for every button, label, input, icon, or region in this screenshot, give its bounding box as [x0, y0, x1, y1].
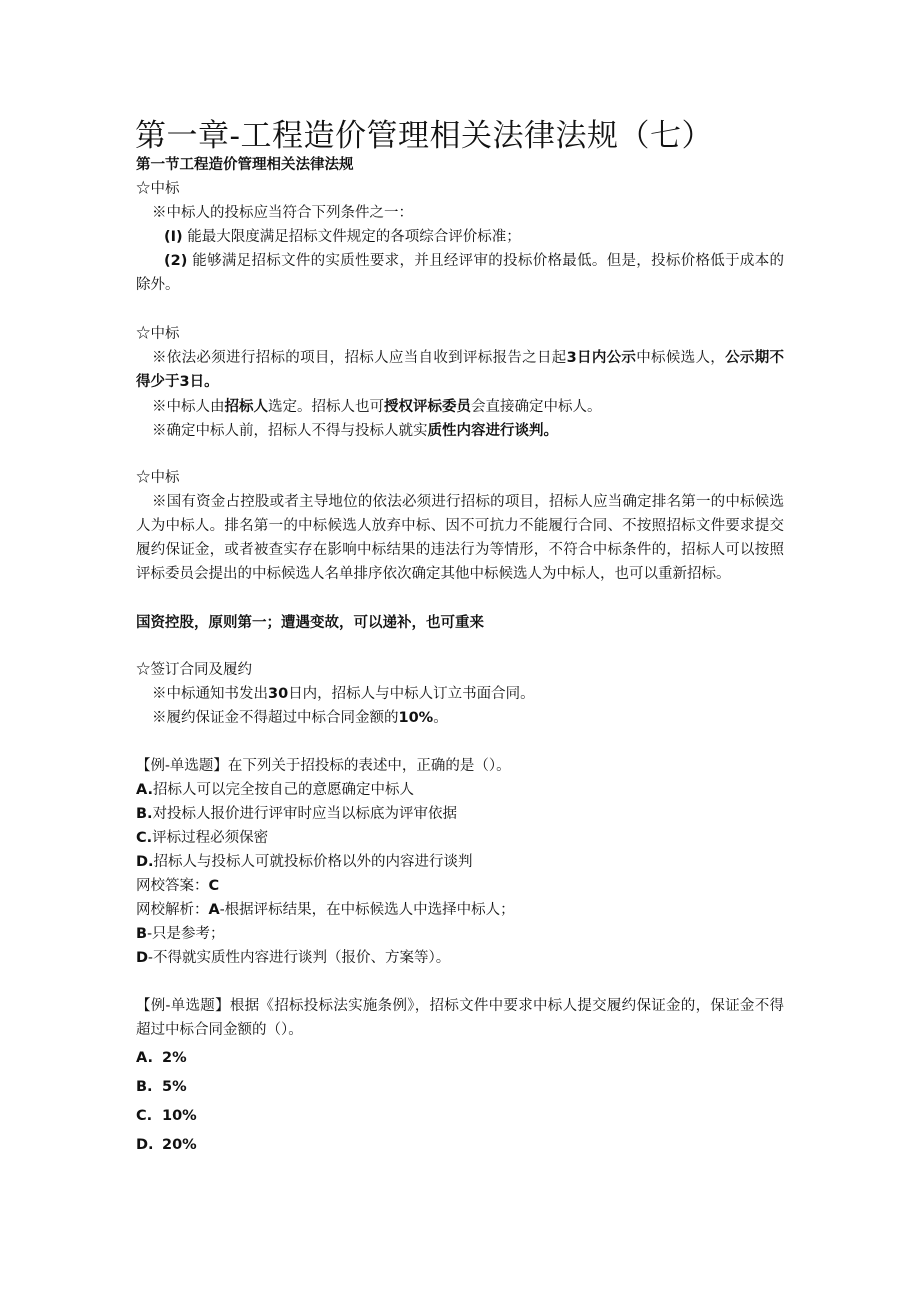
block1-heading: ☆中标 [136, 181, 180, 197]
q1-option-d [136, 850, 786, 874]
q2-option-d-letter: D. [136, 1137, 154, 1153]
q1-analysis-a-text: -根据评标结果，在中标候选人中选择中标人； [219, 902, 515, 918]
q1-option-c [136, 826, 786, 850]
block2-line3 [152, 419, 802, 443]
block4-line2-text1: ※履约保证金不得超过中标合同金额的 [152, 710, 399, 726]
block3-heading: ☆中标 [136, 470, 180, 486]
block2-line1-bold1: 3日内公示 [566, 350, 637, 366]
q2-option-d [136, 1133, 786, 1157]
block1-item2-text: 能够满足招标文件的实质性要求，并且经评审的投标价格最低。但是，投标价格低于成本的除外。 [136, 253, 785, 293]
block1-item1-text: 能最大限度满足招标文件规定的各项综合评价标准； [187, 229, 521, 245]
block2-line2-text2: 选定。招标人也可 [268, 399, 384, 415]
q1-analysis-d [136, 946, 786, 970]
block4-line1-text2: 日内，招标人与中标人订立书面合同。 [288, 686, 535, 702]
block1-item1-num: (I) [164, 229, 183, 245]
q1-analysis-d-letter: D [136, 950, 149, 966]
q1-option-c-text: 评标过程必须保密 [152, 830, 269, 846]
block4-line2-text2: 。 [433, 710, 448, 726]
block3-summary [136, 611, 786, 635]
block2-line2 [152, 395, 802, 419]
block3-summary-text: 国资控股，原则第一；遭遇变故，可以递补，也可重来 [136, 615, 484, 631]
q2-option-a-text: 2% [162, 1050, 187, 1066]
q1-option-a-letter: A. [136, 782, 153, 798]
block2-line3-bold: 质性内容进行谈判。 [427, 423, 558, 439]
q2-option-d-text: 20% [162, 1137, 197, 1153]
q2-option-a [136, 1046, 786, 1070]
block2-line2-bold2: 授权评标委员 [384, 399, 471, 415]
page-title: 第一章-工程造价管理相关法律法规（七） [135, 118, 713, 154]
block2-line2-bold1: 招标人 [224, 399, 268, 415]
q1-option-d-text: 招标人与投标人可就投标价格以外的内容进行谈判 [153, 854, 473, 870]
q2-option-c-text: 10% [162, 1108, 197, 1124]
q1-stem: 【例-单选题】在下列关于招投标的表述中，正确的是（）。 [136, 758, 511, 774]
block2-line2-text1: ※中标人由 [152, 399, 225, 415]
block2-line1-text: ※依法必须进行招标的项目，招标人应当自收到评标报告之日起 [152, 350, 567, 366]
q1-analysis-b-text: -只是参考； [147, 926, 225, 942]
q2-option-b-text: 5% [162, 1079, 187, 1095]
block2-line2-text3: 会直接确定中标人。 [471, 399, 602, 415]
block2-line1 [136, 346, 784, 394]
q1-answer [136, 874, 786, 898]
q1-option-a-text: 招标人可以完全按自己的意愿确定中标人 [153, 782, 414, 798]
q1-analysis-d-text: -不得就实质性内容进行谈判（报价、方案等）。 [148, 950, 451, 966]
section-title: 第一节工程造价管理相关法律法规 [136, 156, 354, 173]
q1-analysis-b-letter: B [136, 926, 148, 942]
q2-stem: 【例-单选题】根据《招标投标法实施条例》，招标文件中要求中标人提交履约保证金的，保证金不得超过中标合同金额的（）。 [136, 998, 784, 1038]
q1-answer-value: C [208, 878, 220, 894]
block4-heading: ☆签订合同及履约 [136, 662, 252, 678]
block3-paragraph: ※国有资金占控股或者主导地位的依法必须进行招标的项目，招标人应当确定排名第一的中标候选人为中标人。排名第一的中标候选人放弃中标、因不可抗力不能履行合同、不按照招标文件要求提交履约保证金，或者被查实存在影响中标结果的违法行为等情形，不符合中标条件的，招标人可以按照评标委员会提出的中标候选人名单排序依次确定其他中标候选人为中标人，也可以重新招标。 [136, 494, 784, 582]
block2-line3-text: ※确定中标人前，招标人不得与投标人就实 [152, 423, 428, 439]
q1-option-d-letter: D. [136, 854, 154, 870]
q1-answer-label: 网校答案： [136, 878, 209, 894]
q2-option-b [136, 1075, 786, 1099]
block1-item2-num: (2) [164, 253, 188, 269]
q1-option-b [136, 802, 786, 826]
block2-line1-bold2: 公示期不得少于3日。 [136, 350, 785, 390]
q2-option-b-letter: B. [136, 1079, 153, 1095]
block2-heading: ☆中标 [136, 326, 180, 342]
q2-option-c [136, 1104, 786, 1128]
q1-option-b-letter: B. [136, 806, 153, 822]
block1-item2 [136, 249, 784, 297]
q1-option-b-text: 对投标人报价进行评审时应当以标底为评审依据 [152, 806, 458, 822]
block4-line2 [152, 706, 802, 730]
q1-analysis [136, 898, 786, 922]
block1-intro: ※中标人的投标应当符合下列条件之一： [152, 205, 413, 221]
q1-analysis-label: 网校解析： [136, 902, 209, 918]
q2-option-c-letter: C. [136, 1108, 153, 1124]
q1-analysis-a-letter: A [208, 902, 220, 918]
block2-line1-text2: 中标候选人， [636, 350, 726, 366]
q2-option-a-letter: A. [136, 1050, 153, 1066]
block4-line2-bold: 10% [398, 710, 434, 726]
block4-line1-text1: ※中标通知书发出 [152, 686, 268, 702]
block4-line1-bold: 30 [268, 686, 289, 702]
q1-option-a [136, 778, 786, 802]
q1-option-c-letter: C. [136, 830, 153, 846]
q1-analysis-b [136, 922, 786, 946]
block4-line1 [152, 682, 802, 706]
block1-item1 [164, 225, 814, 249]
